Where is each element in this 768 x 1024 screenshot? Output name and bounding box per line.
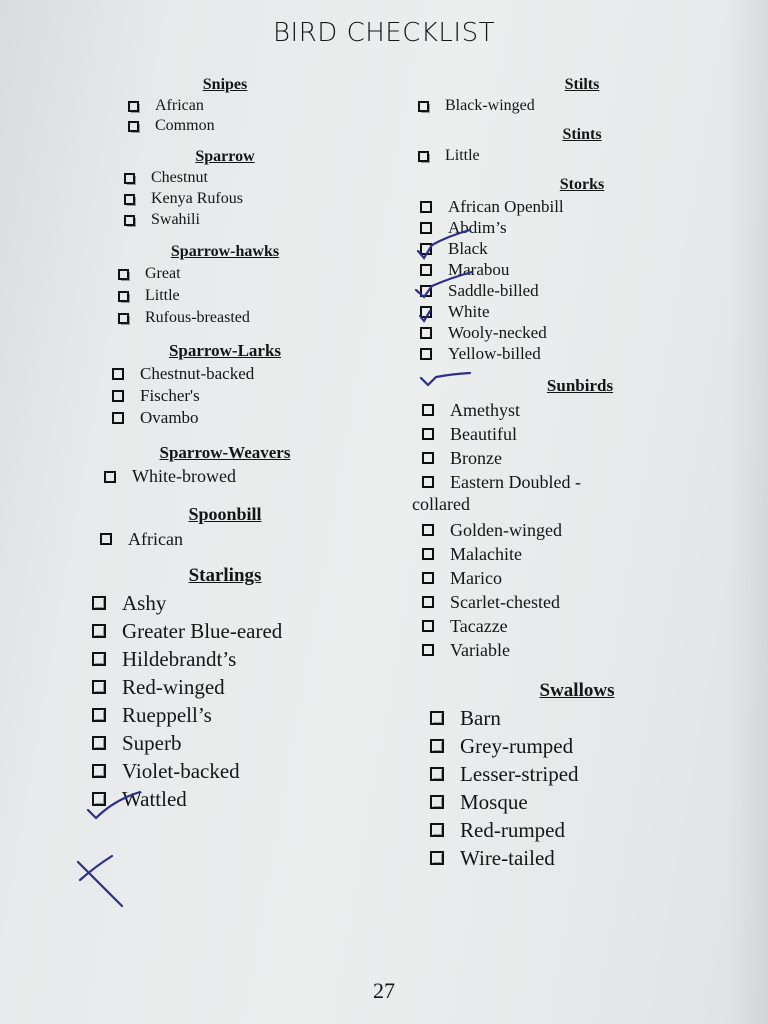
item-label: Common [155, 116, 215, 134]
checklist-item [70, 407, 380, 429]
checkbox[interactable] [420, 327, 432, 339]
item-label: Hildebrandt’s [122, 646, 237, 671]
item-label: Mosque [460, 789, 528, 814]
left_column-section [70, 504, 380, 551]
section-heading: Sparrow-hawks [170, 243, 280, 260]
item-label: Bronze [450, 447, 502, 468]
item-label: Superb [122, 730, 182, 755]
item-label: Wattled [122, 786, 187, 811]
checkbox[interactable] [422, 404, 434, 416]
right_column-section [412, 126, 712, 166]
checkbox[interactable] [422, 644, 434, 656]
checklist-item [412, 343, 712, 364]
checkbox[interactable] [92, 624, 106, 638]
item-label: White-browed [132, 466, 236, 487]
checkbox[interactable] [430, 711, 444, 725]
section-heading: Storks [559, 176, 605, 193]
checklist-item [412, 542, 712, 566]
item-label: Red-winged [122, 674, 225, 699]
item-label: Ovambo [140, 408, 199, 428]
checklist-item [412, 96, 712, 116]
section-heading: Stints [562, 126, 602, 143]
item-label: Variable [450, 639, 510, 660]
checkbox[interactable] [112, 412, 124, 424]
checkbox[interactable] [118, 269, 129, 280]
right_column-section [412, 376, 712, 662]
right-column [412, 76, 712, 872]
checklist-item [412, 238, 712, 259]
item-label: Greater Blue-eared [122, 618, 283, 643]
item-label: Marico [450, 567, 502, 588]
checklist-item [412, 566, 712, 590]
checkbox[interactable] [92, 708, 106, 722]
item-label: Yellow-billed [448, 343, 541, 363]
section-heading: Sunbirds [546, 376, 614, 395]
checklist-item [412, 301, 712, 322]
checklist-item [70, 785, 380, 813]
left_column-section [70, 341, 380, 429]
section-heading: Starlings [188, 565, 262, 586]
checklist-item [412, 146, 712, 166]
checklist-item [412, 259, 712, 280]
checkbox[interactable] [104, 471, 116, 483]
checklist-item [70, 168, 380, 189]
checkbox[interactable] [124, 194, 135, 205]
item-label-continuation: collared [412, 494, 470, 514]
checklist-item [70, 589, 380, 617]
checklist-item [412, 322, 712, 343]
checklist-item [70, 385, 380, 407]
item-label: African [128, 528, 183, 549]
checkbox[interactable] [420, 306, 432, 318]
checkbox[interactable] [418, 101, 429, 112]
item-label: Rufous-breasted [145, 308, 250, 326]
item-label: Great [145, 264, 181, 282]
checklist-item [412, 638, 712, 662]
checklist-item [70, 645, 380, 673]
left_column-section [70, 148, 380, 231]
checkbox[interactable] [100, 533, 112, 545]
checklist-item [412, 446, 712, 470]
checklist-item [70, 527, 380, 551]
checkbox[interactable] [422, 548, 434, 560]
checklist-item [70, 757, 380, 785]
item-label: Beautiful [450, 423, 517, 444]
item-label: Golden-winged [450, 519, 562, 540]
item-label: African Openbill [448, 196, 564, 216]
section-heading: Snipes [202, 76, 248, 93]
right_column-section [412, 176, 712, 364]
checklist-item [70, 263, 380, 285]
checkbox[interactable] [92, 792, 106, 806]
item-label: Barn [460, 705, 501, 730]
checkbox[interactable] [112, 390, 124, 402]
checklist-item [412, 590, 712, 614]
checklist-item [412, 614, 712, 638]
checklist-item [70, 673, 380, 701]
checkbox[interactable] [422, 524, 434, 536]
right_column-section [412, 76, 712, 116]
checklist-item [412, 398, 712, 422]
checkbox[interactable] [422, 476, 434, 488]
item-label: Abdim’s [448, 217, 507, 237]
item-label: Scarlet-chested [450, 591, 560, 612]
left_column-section [70, 76, 380, 136]
item-label: Swahili [151, 211, 200, 229]
left_column-section [70, 565, 380, 813]
checkbox[interactable] [92, 652, 106, 666]
item-label: Rueppell’s [122, 702, 212, 727]
checkbox[interactable] [124, 173, 135, 184]
checklist-item [70, 285, 380, 307]
checklist-item [70, 307, 380, 329]
item-label: Lesser-striped [460, 761, 579, 786]
item-label: Violet-backed [122, 758, 240, 783]
checklist-item [412, 760, 712, 788]
item-label: Black-winged [445, 96, 535, 114]
item-label: Grey-rumped [460, 733, 574, 758]
checkbox[interactable] [420, 201, 432, 213]
page-number: 27 [373, 978, 395, 1003]
checkbox[interactable] [128, 121, 139, 132]
item-label: Saddle-billed [448, 280, 539, 300]
section-heading: Sparrow-Weavers [159, 443, 291, 462]
checkbox[interactable] [430, 767, 444, 781]
item-label: Wire-tailed [460, 845, 555, 870]
item-label: African [155, 96, 204, 114]
checklist-item [412, 217, 712, 238]
checklist-item [412, 280, 712, 301]
checklist-item [70, 701, 380, 729]
x-mark-wattled-a [78, 862, 122, 906]
item-label: Malachite [450, 543, 522, 564]
checkbox[interactable] [92, 680, 106, 694]
checkbox[interactable] [422, 620, 434, 632]
item-label: Little [445, 146, 480, 164]
section-heading: Sparrow [195, 148, 255, 165]
checkbox[interactable] [422, 572, 434, 584]
checklist-item [412, 788, 712, 816]
checkbox[interactable] [422, 452, 434, 464]
checklist-item [412, 704, 712, 732]
checkbox[interactable] [430, 851, 444, 865]
checkbox[interactable] [92, 596, 106, 610]
checklist-item [70, 465, 380, 488]
item-label: Wooly-necked [448, 322, 547, 342]
left_column-section [70, 243, 380, 329]
item-label: Eastern Doubled - [450, 471, 581, 492]
checklist-item [70, 363, 380, 385]
x-mark-wattled-b [80, 856, 112, 880]
checklist-item [412, 422, 712, 446]
item-label: Chestnut [151, 169, 208, 187]
checkbox[interactable] [422, 596, 434, 608]
checklist-item [70, 617, 380, 645]
checkbox[interactable] [430, 739, 444, 753]
item-label: Kenya Rufous [151, 190, 243, 208]
item-label: White [448, 301, 490, 321]
item-label: Tacazze [450, 615, 508, 636]
checklist-item [70, 96, 380, 116]
checklist-item [412, 844, 712, 872]
checkbox[interactable] [420, 243, 432, 255]
item-label: Red-rumped [460, 817, 565, 842]
item-label: Chestnut-backed [140, 364, 255, 384]
checkbox[interactable] [418, 151, 429, 162]
checkbox[interactable] [92, 736, 106, 750]
checkbox[interactable] [430, 795, 444, 809]
checklist-item [412, 816, 712, 844]
page-shadow [728, 0, 768, 1024]
item-label: Marabou [448, 259, 510, 279]
section-heading: Spoonbill [188, 504, 262, 524]
left_column-section [70, 443, 380, 488]
checkbox[interactable] [420, 285, 432, 297]
checkbox[interactable] [124, 215, 135, 226]
checklist-item [412, 470, 712, 494]
checkbox[interactable] [422, 428, 434, 440]
checkbox[interactable] [128, 101, 139, 112]
item-label: Amethyst [450, 399, 520, 420]
page-title: BIRD CHECKLIST [273, 18, 495, 48]
item-label: Fischer's [140, 386, 200, 406]
checkbox[interactable] [420, 348, 432, 360]
section-heading: Stilts [564, 76, 600, 93]
left-column [70, 76, 380, 813]
checklist-item [412, 518, 712, 542]
checkbox[interactable] [430, 823, 444, 837]
checkbox[interactable] [112, 368, 124, 380]
checklist-item [70, 116, 380, 136]
checklist-item [412, 732, 712, 760]
checkbox[interactable] [92, 764, 106, 778]
checklist-item [70, 210, 380, 231]
checklist-item [412, 196, 712, 217]
section-heading: Swallows [539, 680, 615, 701]
item-label: Ashy [122, 590, 167, 615]
checkbox[interactable] [118, 313, 129, 324]
checkbox[interactable] [420, 222, 432, 234]
section-heading: Sparrow-Larks [168, 341, 282, 360]
checkbox[interactable] [420, 264, 432, 276]
checklist-item [70, 189, 380, 210]
item-label: Little [145, 286, 180, 304]
checkbox[interactable] [118, 291, 129, 302]
checklist-item [70, 729, 380, 757]
right_column-section [412, 680, 712, 872]
item-label: Black [448, 238, 488, 258]
